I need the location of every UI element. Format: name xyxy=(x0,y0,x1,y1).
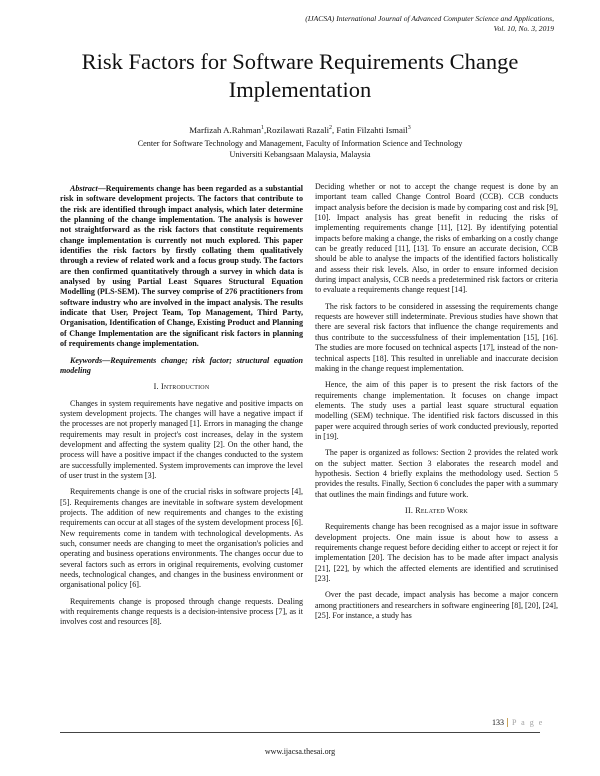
abstract-label: Abstract xyxy=(70,184,98,193)
footer-rule xyxy=(60,732,540,733)
affiliation xyxy=(40,138,560,160)
author-3-mark: 3 xyxy=(407,125,411,131)
author-1-mark: 1 xyxy=(261,125,265,131)
author-2: ,Rozilawati Razali xyxy=(264,124,330,135)
right-column xyxy=(315,182,558,627)
author-1: Marfizah A.Rahman xyxy=(189,124,262,135)
body-paragraph: Over the past decade, impact analysis has become a major concern among practitioners and researchers in software engineering [8], [20], [24], [25]. For instance, a study has xyxy=(315,590,558,621)
journal-header-line2: Vol. 10, No. 3, 2019 xyxy=(493,24,554,33)
paper-title: Risk Factors for Software Requirements Change Implementation xyxy=(81,49,519,102)
page-label: P a g e xyxy=(512,718,544,727)
body-paragraph: Requirements change is proposed through change requests. Dealing with requirements change requests is a decision-intensive process [7], as it involves cost and resources [8]. xyxy=(60,596,303,627)
journal-header-line1: (IJACSA) International Journal of Advanced Computer Science and Applications, xyxy=(305,14,554,23)
body-paragraph: Changes in system requirements have negative and positive impacts on system development projects. The changes will have a negative impact if the processes are not properly managed [1]. Errors in managing the change requirements may result in project's cost increases, delay in the system development and affecting the system quality [2]. On the other hand, the process will have a positive impact if the changes conducted to the system are successfully implemented. System improvements can improve the level of user trust in the system [3]. xyxy=(60,398,303,480)
abstract-text: —Requirements change has been regarded as a substantial risk in software development projects. The factors that contribute to the risk are identified through impact analysis, which later determine the planning of the change implementation. The analysis is however not straightforward as the risk factors that constitute requirements change implementation is currently not much explored. This paper identifies the risk factors by firstly collating them qualitatively through a review of related work and a focus group study. The factors are then confirmed quantitatively through a survey in which data is analysed by using Partial Least Squares Structural Equation Modelling (PLS-SEM). The survey comprise of 276 practitioners from software industry who are involved in the impact analysis. The results indicate that User, Project Team, Top Management, Third Party, Organisation, Identification of Change, Existing Product and Planning of Change Implementation are the significant risk factors in planning of requirements change implementation. xyxy=(60,184,303,349)
body-paragraph: The paper is organized as follows: Section 2 provides the related work on the subject matter. Section 3 elaborates the research model and hypothesis. Section 4 briefly explains the methodology used. Section 5 provides the results. Finally, Section 6 concludes the paper with a summary that outlines the main findings and future work. xyxy=(315,448,558,499)
affiliation-line1: Center for Software Technology and Management, Faculty of Information Science and Technology xyxy=(137,139,463,148)
author-2-mark: 2 xyxy=(329,125,333,131)
author-list xyxy=(40,122,560,136)
body-paragraph: Hence, the aim of this paper is to present the risk factors of the requirements change implementation. It focuses on change impact elements. The study uses a partial least square structural equation modelling (SEM) technique. The identified risk factors discussed in this paper were acquired through series of work conducted previously, reported in [19]. xyxy=(315,380,558,441)
left-column xyxy=(60,184,303,634)
keywords: Keywords—Requirements change; risk factor; structural equation modeling xyxy=(60,355,303,375)
section-heading-related-work: II. Related Work xyxy=(405,505,468,515)
body-paragraph: The risk factors to be considered in assessing the requirements change requests are however still indeterminate. Previous studies have shown that there are several risk factors that influence the change requirements and thus contribute to the successfulness of their implementation [15], [16]. The studies are more focused on technical aspects [17], instead of the non-technical aspects [18]. This resulted in unreliable and inaccurate decision making in the change request implementation. xyxy=(315,301,558,373)
body-paragraph: Deciding whether or not to accept the change request is done by an important team called Change Control Board (CCB). CCB conducts impact analysis before the decision is made by comparing cost and risk [9], [10]. Impact analysis has great benefit in reducing the risks of implementing requirements change [11], [12]. By identifying potential impacts before making a change, the risks of embarking on a costly change can be greatly reduced [11], [13]. To ensure an accurate decision, CCB should be able to analyse the impacts of the identified factors holistically and assess their risk levels. Also, in order to ensure informed decision during impact analysis, CCB needs a predetermined risk factors or criteria to evaluate a requirements change request [14]. xyxy=(315,182,558,295)
journal-header xyxy=(214,14,554,34)
footer-url[interactable]: www.ijacsa.thesai.org xyxy=(264,747,336,756)
section-heading-introduction: I. Introduction xyxy=(153,382,210,392)
affiliation-line2: Universiti Kebangsaan Malaysia, Malaysia xyxy=(229,150,371,159)
body-paragraph: Requirements change has been recognised as a major issue in software development projects. One main issue is about how to assess a requirements change request before deciding either to accept or reject it for implementation [20]. The decision has to be made after impact analysis [21], [22], by which the affected elements are identified and scrutinised [23]. xyxy=(315,522,558,584)
author-3: , Fatin Filzahti Ismail xyxy=(332,124,408,135)
abstract xyxy=(60,184,303,350)
page-number: 133 xyxy=(492,718,508,727)
page-number-block xyxy=(492,718,544,727)
body-paragraph: Requirements change is one of the crucial risks in software projects [4], [5]. Requirements changes are inevitable in software system development projects. The addition of new requirements and changes to the existing requirements can occur at all stages of the system development process [6]. New requirements come in tandem with technological developments. As such, consumer needs are changing to meet the organisation's policies and operating and business operations environments. The changes occur due to several factors such as errors in original requirements, evolving customer needs, technological changes, and changes in the business environment or organisational policy [6]. xyxy=(60,487,303,590)
